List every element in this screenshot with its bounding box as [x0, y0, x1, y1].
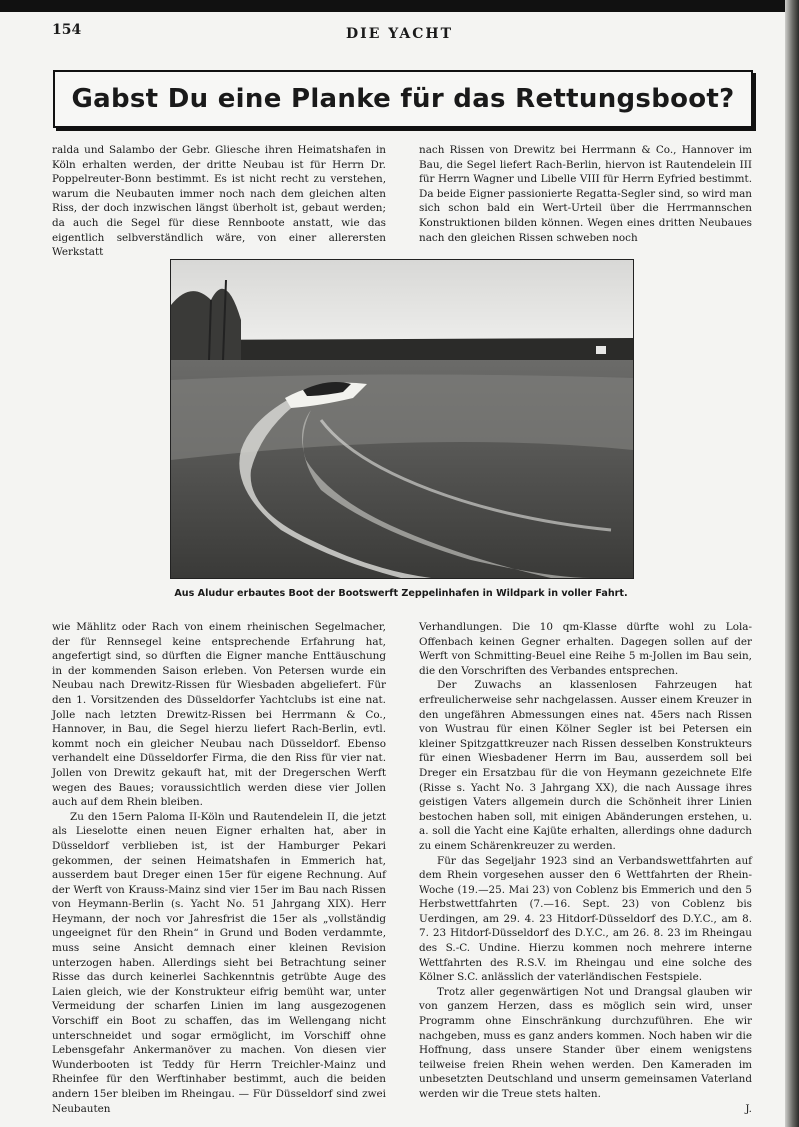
page-number: 154 — [52, 22, 82, 38]
top-right-column — [419, 143, 752, 245]
paragraph: ralda und Salambo der Gebr. Gliesche ihren Heimatshafen in Köln erhalten werden, der dritte Neubau ist für Herrn Dr. Poppelreuter-Bonn bestimmt. Es ist nicht recht zu verstehen, warum die Neubauten immer noch nach dem gleichen alten Riss, der doch inzwischen längst überholt ist, gebaut werden; da auch die Segel für diese Rennboote anstatt, wie das eigentlich selbverständlich wäre, von einer allerersten Werkstatt — [52, 144, 386, 259]
photo-caption: Aus Aludur erbautes Boot der Bootswerft Zeppelinhafen in Wildpark in voller Fahrt. — [174, 588, 628, 599]
top-left-column — [52, 143, 386, 260]
paragraph: wie Mählitz oder Rach von einem rheinischen Segelmacher, der für Rennsegel keine entsprechende Erfahrung hat, angefertigt sind, so dürften die Eigner manche Enttäuschung in der kommenden Saison erleben. Von Petersen wurde ein Neubau nach Drewitz-Rissen für Wiesbaden abgeliefert. Für den 1. Vorsitzenden des Düsseldorfer Yachtclubs ist eine nat. Jolle nach letzten Drewitz-Rissen bei Herrmann & Co., Hannover, in Bau, die Segel hierzu liefert Rach-Berlin, evtl. kommt noch ein gleicher Neubau nach Düsseldorf. Ebenso verhandelt eine Düsseldorfer Firma, die den Riss für vier nat. Jollen von Drewitz gekauft hat, mit der Dregerschen Werft wegen des Baues; voraussichtlich werden diese vier Jollen auch auf dem Rhein bleiben. — [52, 621, 386, 809]
boat-photo-image — [171, 260, 633, 578]
headline-box — [53, 70, 753, 128]
paragraph: Verhandlungen. Die 10 qm-Klasse dürfte wohl zu Lola-Offenbach keinen Gegner erhalten. Dagegen sollen auf der Werft von Schmitting-Beuel eine Reihe 5 m-Jollen im Bau sein, die den Vorschriften des Verbandes entsprechen. — [419, 621, 752, 677]
running-title: DIE YACHT — [346, 26, 453, 42]
bottom-left-column — [52, 620, 386, 1116]
paragraph: Zu den 15ern Paloma II-Köln und Rautendelein II, die jetzt als Lieselotte einen neuen Eigner erhalten hat, aber in Düsseldorf verblieben ist, ist der Hamburger Pekari gekommen, der seinen Heimatshafen in Emmerich hat, ausserdem baut Dreger einen 15er für eigene Rechnung. Auf der Werft von Krauss-Mainz sind vier 15er im Bau nach Rissen von Heymann-Berlin (s. Yacht No. 51 Jahrgang XIX). Herr Heymann, der noch vor Jahresfrist die 15er als „vollständig ungeeignet für den Rhein“ in Grund und Boden verdammte, muss seine Ansicht demnach einer kleinen Revision unterzogen haben. Allerdings sieht bei Betrachtung seiner Risse das durch keinerlei Sachkenntnis getrübte Auge des Laien gleich, wie der Konstrukteur eifrig bemüht war, unter Vermeidung der scharfen Linien im lang ausgezogenen Vorschiff ein Boot zu schaffen, das im Wellengang nicht unterschneidet und sogar ermöglicht, im Vorschiff ohne Lebensgefahr Ankermanöver zu machen. Von diesen vier Wunderbooten ist Teddy für Herrn Treichler-Mainz und Rheinfee für den Werftinhaber bestimmt, auch die beiden andern 15er bleiben im Rheingau. — Für Düsseldorf sind zwei Neubauten — [52, 810, 386, 1115]
boat-photo — [170, 259, 634, 579]
paragraph: Der Zuwachs an klassenlosen Fahrzeugen hat erfreulicherweise sehr nachgelassen. Ausser einem Kreuzer in den ungefähren Abmessungen eines nat. 45ers nach Rissen von Wustrau für einen Kölner Segler ist bei Petersen ein kleiner Spitzgattkreuzer nach Rissen desselben Konstrukteurs für einen Wiesbadener Herrn im Bau, ausserdem soll bei Dreger ein Ersatzbau für die von Heymann gezeichnete Elfe (Risse s. Yacht No. 3 Jahrgang XX), die nach Aussage ihres geistigen Vaters allgemein durch die Schönheit ihrer Linien bestochen haben soll, mit einigen Abänderungen erstehen, u. a. soll die Yacht eine Kajüte erhalten, allerdings ohne dadurch zu einem Schärenkreuzer zu werden. — [419, 679, 752, 852]
paragraph: Für das Segeljahr 1923 sind an Verbandswettfahrten auf dem Rhein vorgesehen ausser den 6 Wettfahrten der Rhein-Woche (19.—25. Mai 23) von Coblenz bis Emmerich und den 5 Herbstwettfahrten (7.—16. Sept. 23) von Coblenz bis Uerdingen, am 29. 4. 23 Hitdorf-Düsseldorf des D.Y.C., am 8. 7. 23 Hitdorf-Düsseldorf des D.Y.C., am 26. 8. 23 im Rheingau des S.-C. Undine. Hierzu kommen noch mehrere interne Wettfahrten des R.S.V. im Rheingau und eine solche des Kölner S.C. anlässlich der vaterländischen Festspiele. — [419, 854, 752, 984]
paragraph: Trotz aller gegenwärtigen Not und Drangsal glauben wir von ganzem Herzen, dass es möglich sein wird, unser Programm ohne Einschränkung durchzuführen. Ehe wir nachgeben, muss es ganz anders kommen. Noch haben wir die Hoffnung, dass unsere Stander über einem wenigstens teilweise freien Rhein wehen werden. Den Kameraden im unbesetzten Deutschland und unserm gemeinsamen Vaterland werden wir die Treue stets halten. — [419, 985, 752, 1100]
scan-top-border — [0, 0, 799, 12]
headline: Gabst Du eine Planke für das Rettungsboot? — [71, 84, 735, 114]
paragraph: nach Rissen von Drewitz bei Herrmann & Co., Hannover im Bau, die Segel liefert Rach-Berlin, hiervon ist Rautendelein III für Herrn Wagner und Libelle VIII für Herrn Eyfried bestimmt. Da beide Eigner passionierte Regatta-Segler sind, so wird man sich schon bald ein Wert-Urteil über die Herrmannschen Konstruktionen bilden können. Wegen eines dritten Neubaues nach den gleichen Rissen schweben noch — [419, 144, 752, 244]
signature: J. — [745, 1102, 752, 1115]
scan-right-edge — [785, 0, 799, 1127]
bottom-right-column — [419, 620, 752, 1116]
